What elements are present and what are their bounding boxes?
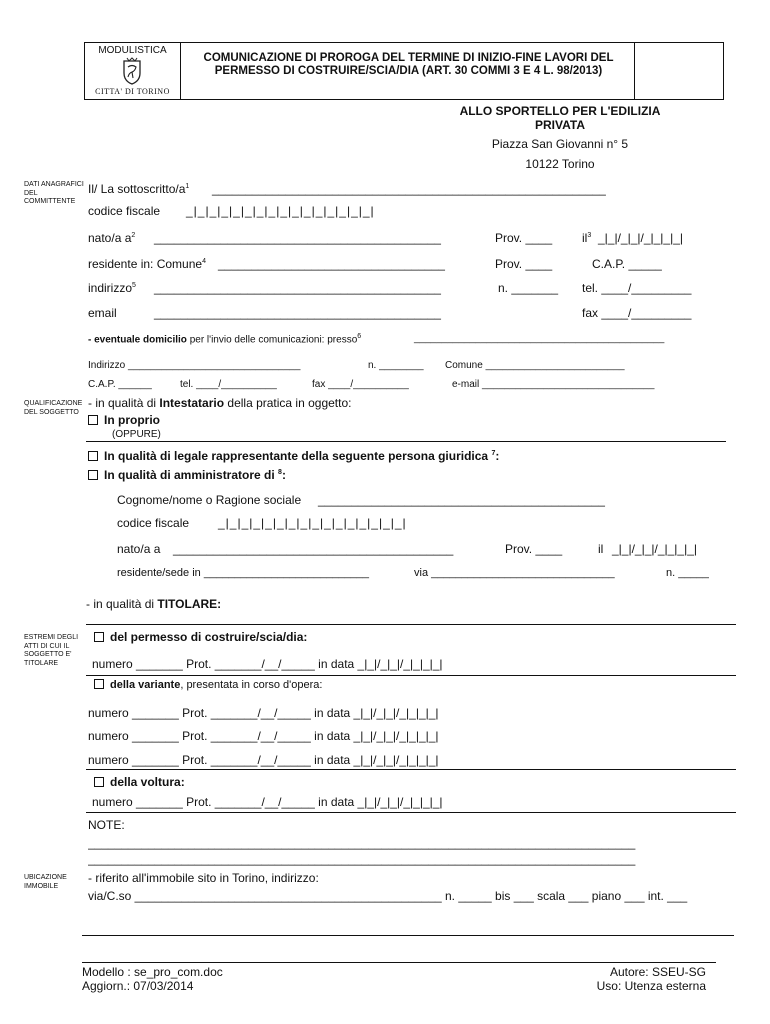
date2-field[interactable]: _|_|/_|_|/_|_|_|_|	[612, 542, 697, 556]
voltura-row[interactable]: numero _______ Prot. _______/__/_____ in data _|_|/_|_|/_|_|_|_|	[92, 795, 443, 809]
via-field[interactable]: via ______________________________	[414, 567, 615, 579]
n2-field[interactable]: n. ________	[368, 360, 424, 371]
cognome-field[interactable]: ___________________________________________	[318, 493, 605, 507]
il2-label: il	[598, 542, 604, 556]
divider	[82, 935, 734, 936]
footer-divider	[82, 962, 716, 963]
cognome-label: Cognome/nome o Ragione sociale	[117, 493, 302, 507]
divider	[86, 812, 736, 813]
note-line-2[interactable]: __________________________________________________________________________________	[88, 852, 636, 866]
footer-modello: Modello : se_pro_com.doc	[82, 965, 223, 979]
nato-label: nato/a $a^2$	[88, 231, 136, 245]
tel2-field[interactable]: tel. ____/__________	[180, 379, 277, 390]
email-label: email	[88, 306, 117, 320]
divider	[86, 441, 726, 442]
divider	[86, 769, 736, 770]
fax-field[interactable]: fax ____/_________	[582, 306, 692, 320]
empty-cell	[634, 43, 723, 99]
cf2-field[interactable]: _|_|_|_|_|_|_|_|_|_|_|_|_|_|_|_|	[218, 516, 407, 530]
variante-row-3[interactable]: numero _______ Prot. _______/__/_____ in data _|_|/_|_|/_|_|_|_|	[88, 753, 439, 767]
cap2-field[interactable]: C.A.P. ______	[88, 379, 152, 390]
recipient-address: Piazza San Giovanni n° 5	[491, 137, 629, 151]
oppure-label: (OPPURE)	[112, 429, 161, 440]
note-label: NOTE:	[88, 818, 125, 832]
in-proprio-checkbox[interactable]	[88, 415, 98, 425]
titolare-line: - in qualità di TITOLARE:	[86, 597, 222, 611]
permesso-checkbox[interactable]	[94, 632, 104, 642]
modulistica-label: MODULISTICA	[98, 45, 167, 56]
legale-option[interactable]: In qualità di legale rappresentante della seguente persona giuridica $^7$:	[88, 449, 499, 463]
footer-autore: Autore: SSEU-SG	[609, 965, 706, 979]
cap-field[interactable]: C.A.P. _____	[592, 257, 662, 271]
email-field[interactable]: ___________________________________________	[154, 306, 441, 320]
voltura-checkbox[interactable]	[94, 777, 104, 787]
sottoscritto-label: Il/ La sottoscritto/$a^1$	[88, 182, 190, 196]
variante-option[interactable]: della variante, presentata in corso d'opera:	[94, 679, 322, 691]
side-label-qualificazione: QUALIFICAZIONE DEL SOGGETTO	[24, 400, 83, 416]
divider	[86, 675, 736, 676]
cf2-label: codice fiscale	[117, 516, 190, 530]
nato2-field[interactable]: __________________________________________	[173, 542, 454, 556]
amministratore-option[interactable]: In qualità di amministratore di $^8$:	[88, 468, 286, 482]
email2-field[interactable]: e-mail _______________________________	[452, 379, 655, 390]
prov3-field[interactable]: Prov. ____	[505, 542, 563, 556]
voltura-option[interactable]: della voltura:	[94, 775, 185, 789]
amministratore-checkbox[interactable]	[88, 470, 98, 480]
in-proprio-option[interactable]: In proprio	[88, 413, 160, 427]
recipient-city: 10122 Torino	[525, 157, 595, 171]
document-title: COMUNICAZIONE DI PROROGA DEL TERMINE DI INIZIO-FINE LAVORI DEL PERMESSO DI COSTRUIRE/SCIA/DIA (ART. 30 COMMI 3 E 4 L. 98/2013)	[203, 52, 614, 77]
permesso-option[interactable]: del permesso di costruire/scia/dia:	[94, 630, 307, 644]
side-label-ubicazione: UBICAZIONE IMMOBILE	[24, 874, 67, 890]
residente-label: residente in: Comune$^4$	[88, 257, 206, 271]
residente-sede-field[interactable]: residente/sede in ___________________________	[117, 567, 370, 579]
riferito-label: - riferito all'immobile sito in Torino, indirizzo:	[88, 871, 319, 885]
comune-field[interactable]: __________________________________	[218, 257, 445, 271]
side-label-estremi: ESTREMI DEGLI ATTI DI CUI IL SOGGETTO E' TITOLARE	[24, 634, 79, 667]
legale-checkbox[interactable]	[88, 451, 98, 461]
permesso-row[interactable]: numero _______ Prot. _______/__/_____ in data _|_|/_|_|/_|_|_|_|	[92, 657, 443, 671]
intestatario-line: - in qualità di Intestatario della pratica in oggetto:	[88, 396, 352, 410]
sottoscritto-field[interactable]: ___________________________________________________________	[212, 182, 606, 196]
ubicazione-field[interactable]: via/C.so ______________________________________________ n. _____ bis ___ scala ___ piano ___ int. ___	[88, 889, 688, 903]
nato-field[interactable]: ___________________________________________	[154, 231, 441, 245]
indirizzo2-field[interactable]: Indirizzo _______________________________	[88, 360, 301, 371]
variante-checkbox[interactable]	[94, 679, 104, 689]
il-label: $il^3$	[582, 231, 592, 245]
presso-field[interactable]: _____________________________________________	[414, 333, 665, 344]
n3-field[interactable]: n. _____	[666, 567, 709, 579]
comune2-field[interactable]: Comune _________________________	[445, 360, 625, 371]
city-label: CITTA' DI TORINO	[95, 87, 170, 96]
cf-label: codice fiscale	[88, 204, 161, 218]
nato2-label: nato/a a	[117, 542, 161, 556]
tel-field[interactable]: tel. ____/_________	[582, 281, 692, 295]
logo-cell	[85, 43, 181, 99]
fax2-field[interactable]: fax ____/__________	[312, 379, 409, 390]
footer-uso: Uso: Utenza esterna	[596, 979, 706, 993]
variante-row-1[interactable]: numero _______ Prot. _______/__/_____ in data _|_|/_|_|/_|_|_|_|	[88, 706, 439, 720]
footer-aggiorn: Aggiorn.: 07/03/2014	[82, 979, 194, 993]
indirizzo-field[interactable]: ___________________________________________	[154, 281, 441, 295]
prov-field[interactable]: Prov. ____	[495, 231, 553, 245]
torino-crest-icon	[120, 57, 144, 85]
recipient-line1: ALLO SPORTELLO PER L'EDILIZIA	[459, 104, 661, 118]
domicilio-label: - eventuale domicilio per l'invio delle comunicazioni: presso$^6$	[88, 333, 362, 346]
side-label-anagrafici: DATI ANAGRAFICI DEL COMMITTENTE	[24, 181, 84, 205]
header-table	[84, 42, 724, 100]
divider	[86, 624, 736, 625]
indirizzo-label: indirizzo$^5$	[88, 281, 136, 295]
cf-field[interactable]: _|_|_|_|_|_|_|_|_|_|_|_|_|_|_|_|	[186, 204, 375, 218]
civic-number-field[interactable]: n. _______	[498, 281, 559, 295]
note-line-1[interactable]: __________________________________________________________________________________	[88, 836, 636, 850]
prov-res-field[interactable]: Prov. ____	[495, 257, 553, 271]
variante-row-2[interactable]: numero _______ Prot. _______/__/_____ in data _|_|/_|_|/_|_|_|_|	[88, 729, 439, 743]
birth-date-field[interactable]: _|_|/_|_|/_|_|_|_|	[598, 231, 683, 245]
recipient-line2: PRIVATA	[535, 118, 585, 132]
